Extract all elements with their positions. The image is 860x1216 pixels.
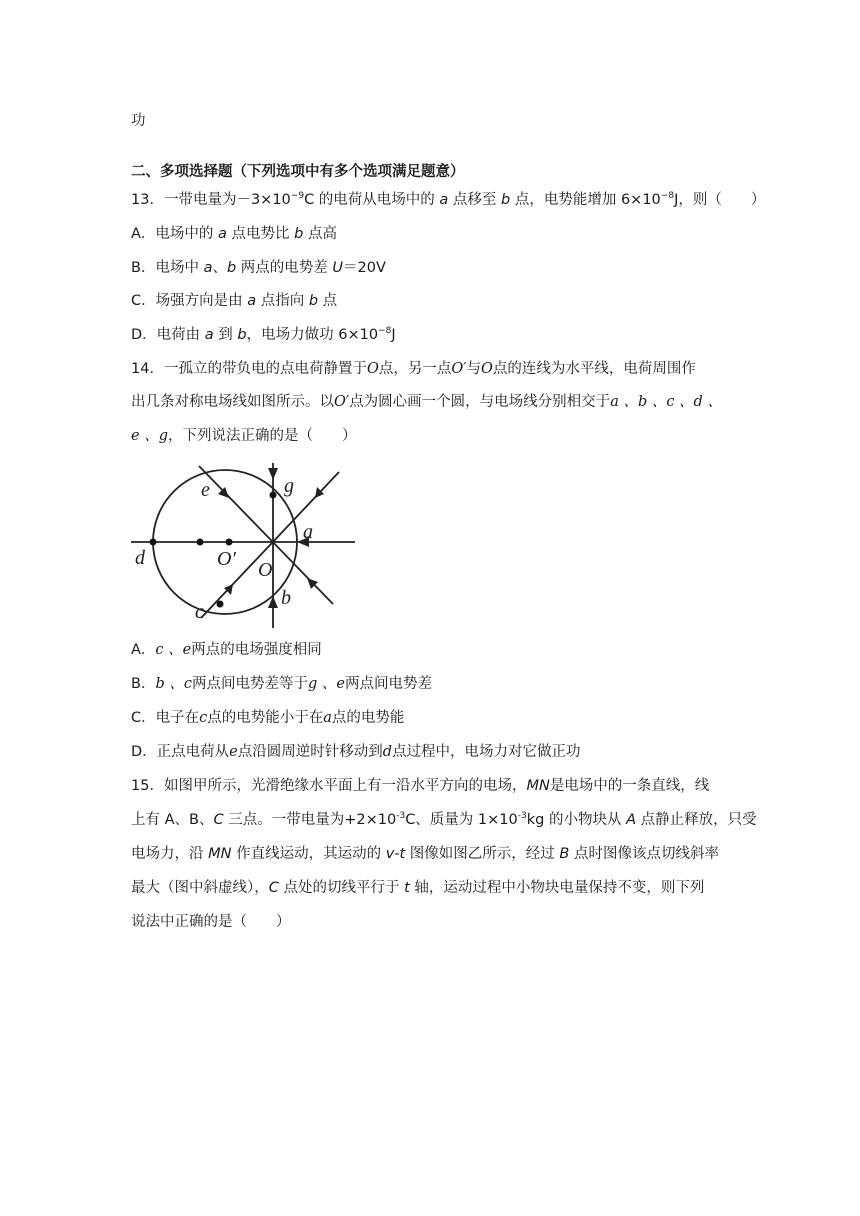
q14-option-c: C．电子在c点的电势能小于在a点的电势能 bbox=[131, 710, 405, 726]
arrow-topleft-in bbox=[218, 487, 229, 498]
electric-field-figure bbox=[131, 458, 361, 634]
label-g: g bbox=[284, 475, 294, 497]
q14-stem-line1: 14．一孤立的带负电的点电荷静置于O点，另一点O′与O点的连线为水平线，电荷周围作 bbox=[131, 361, 696, 377]
arrow-top-in bbox=[268, 468, 278, 480]
q13-option-b: B．电场中 a、b 两点的电势差 U＝20V bbox=[131, 260, 386, 276]
label-d: d bbox=[135, 547, 145, 569]
point-g bbox=[270, 492, 277, 499]
label-O: O bbox=[258, 559, 273, 581]
point-O-prime bbox=[226, 539, 233, 546]
q15-stem-line3: 电场力，沿 MN 作直线运动，其运动的 v-t 图像如图乙所示，经过 B 点时图像该点切线斜率 bbox=[131, 846, 719, 862]
q13-option-a: A．电场中的 a 点电势比 b 点高 bbox=[131, 226, 337, 242]
q14-option-b: B．b 、c两点间电势差等于g 、e两点间电势差 bbox=[131, 676, 432, 692]
q13-option-d: D．电荷由 a 到 b，电场力做功 $6\times 10^{-8}J$ bbox=[131, 326, 396, 343]
label-O-prime: O′ bbox=[217, 548, 236, 570]
q13-stem: 13．一带电量为$-3\times 10^{-9}C$ 的电荷从电场中的 a 点移至 b 点，电势能增加 $6\times 10^{-8}J$，则（ ） bbox=[131, 191, 766, 208]
q13-option-c: C．场强方向是由 a 点指向 b 点 bbox=[131, 293, 338, 309]
point-c bbox=[217, 601, 224, 608]
label-e: e bbox=[201, 479, 210, 501]
label-b: b bbox=[281, 587, 291, 609]
q14-stem-line2: 出几条对称电场线如图所示。以O′点为圆心画一个圆，与电场线分别相交于a 、b 、c 、d 、 bbox=[131, 394, 722, 410]
point-d bbox=[150, 539, 157, 546]
label-a: a bbox=[303, 521, 313, 543]
point-left-charge bbox=[197, 539, 204, 546]
label-c: c bbox=[195, 601, 204, 623]
q15-stem-line5: 说法中正确的是（ ） bbox=[131, 914, 291, 930]
q14-option-a: A．c 、e两点的电场强度相同 bbox=[131, 642, 322, 658]
section-heading: 二、多项选择题（下列选项中有多个选项满足题意） bbox=[131, 164, 465, 180]
q15-stem-line2: 上有 A、B、C 三点。一带电量为$+2\times 10^{-3}C$、质量为 $1\times 10^{-3}kg$ 的小物块从 A 点静止释放，只受 bbox=[131, 811, 757, 828]
q14-stem-line3: e 、g，下列说法正确的是（ ） bbox=[131, 428, 357, 444]
q15-stem-line1: 15．如图甲所示，光滑绝缘水平面上有一沿水平方向的电场，MN是电场中的一条直线，线 bbox=[131, 778, 710, 794]
page-fragment-text: 功 bbox=[131, 113, 146, 129]
q14-option-d: D．正点电荷从e点沿圆周逆时针移动到d点过程中，电场力对它做正功 bbox=[131, 744, 581, 760]
q15-stem-line4: 最大（图中斜虚线），C 点处的切线平行于 t 轴，运动过程中小物块电量保持不变，则下列 bbox=[131, 880, 705, 896]
